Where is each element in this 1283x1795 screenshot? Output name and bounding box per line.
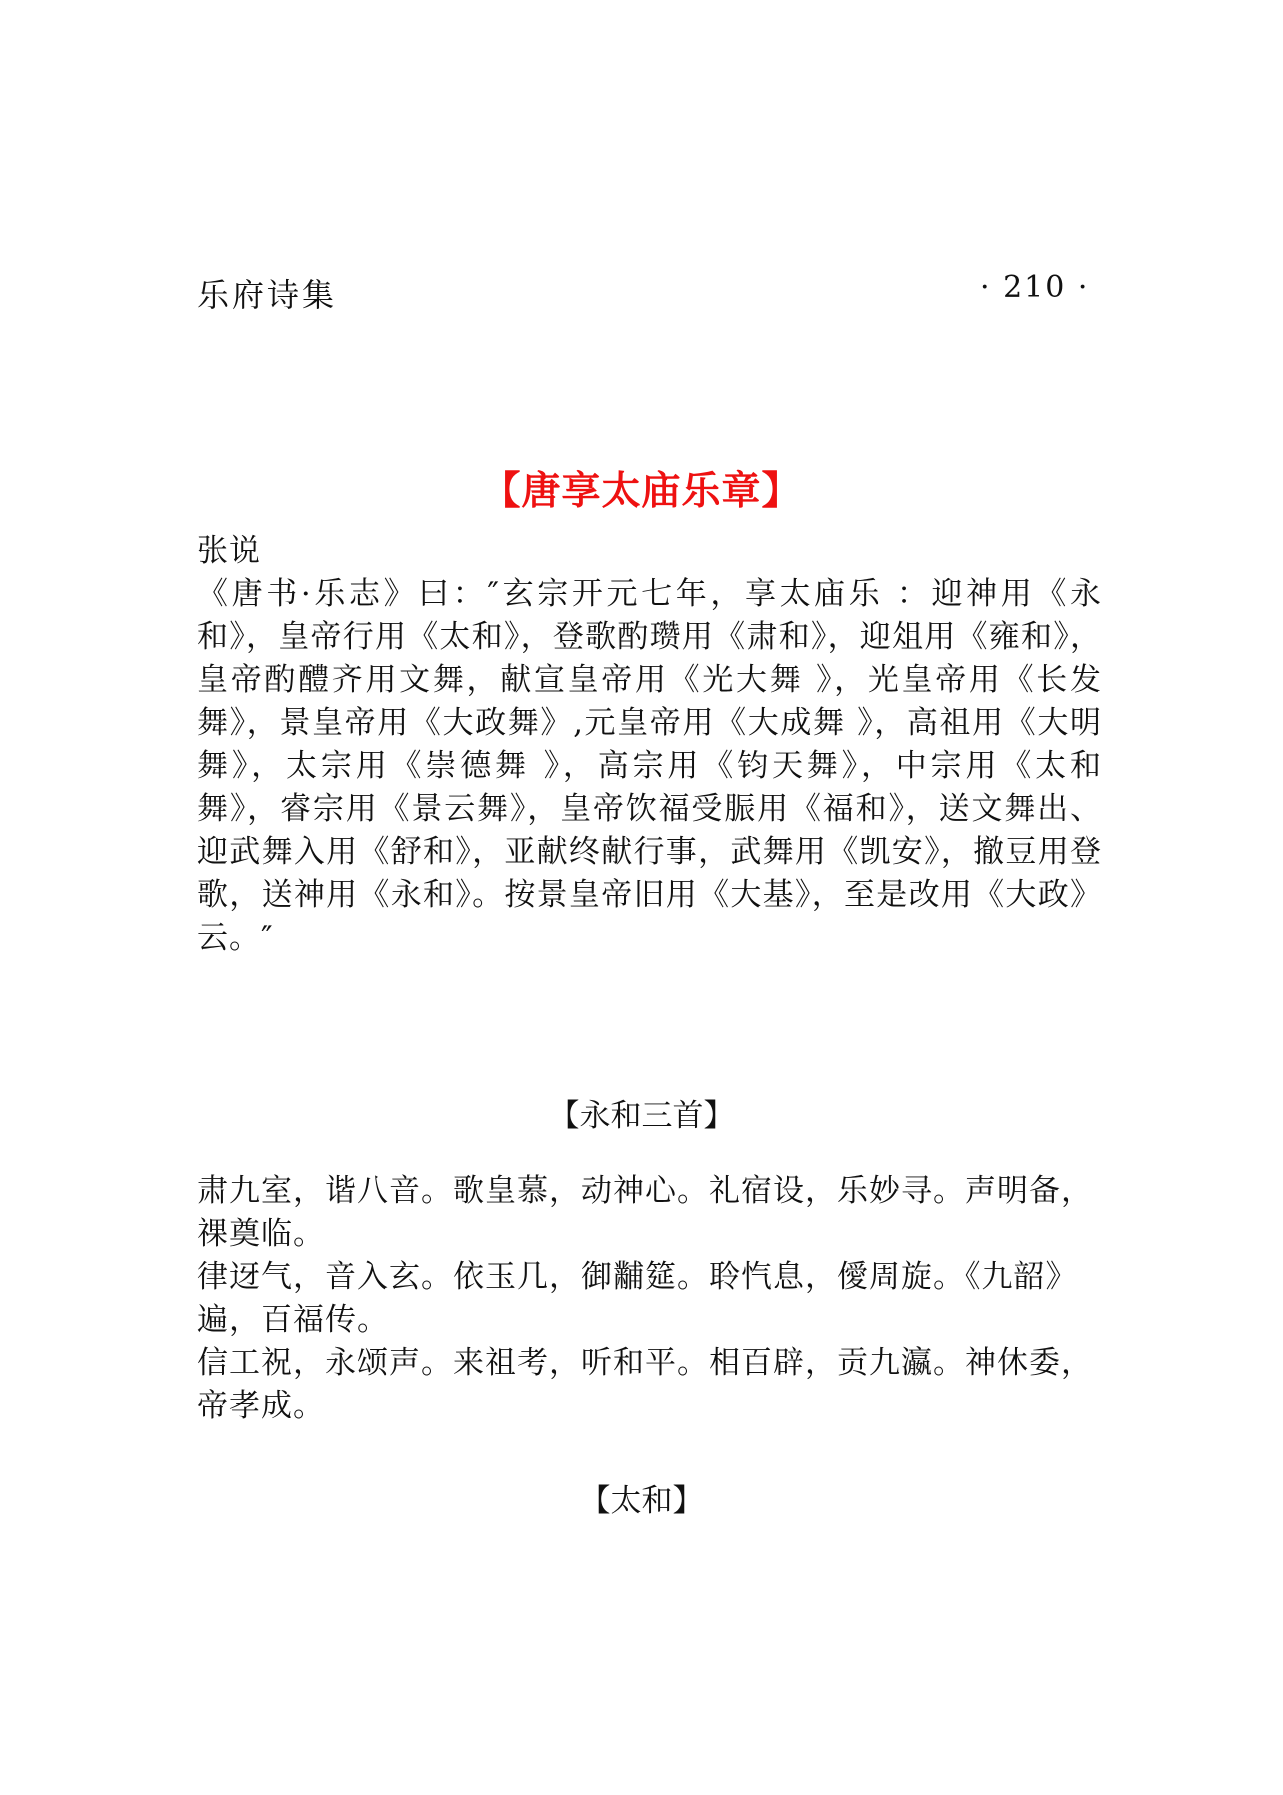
section-title-taihe: 【太和】 — [579, 1483, 704, 1519]
author-name: 张说 — [197, 533, 261, 569]
poem-stanza: 信工祝，永颂声。来祖考，听和平。相百辟，贡九瀛。神休委，帝孝成。 — [197, 1345, 1093, 1424]
page-number: · 210 · — [980, 270, 1090, 305]
intro-paragraph: 《唐书·乐志》曰：″玄宗开元七年，享太庙乐 ：迎神用《永和》，皇帝行用《太和》，登歌酌瓒用《肃和》，迎俎用《雍和》，皇帝酌醴齐用文舞，献宣皇帝用《光大舞 》，光皇帝用《长发舞》，景皇帝用《大政舞》,元皇帝用《大成舞 》，高祖用《大明舞》，太宗用《崇德舞 》，高宗用《钧天舞》，中宗用《太和舞》，睿宗用《景云舞》，皇帝饮福受脤用《福和》，送文舞出、迎武舞入用《舒和》，亚献终献行事，武舞用《凯安》，撤豆用登歌，送神用《永和》。按景皇帝旧用《大基》，至是改用《大政》云。″ — [197, 576, 1102, 956]
poem-stanza: 律迓气，音入玄。依玉几，御黼筵。聆忾息，僾周旋。《九韶》遍，百福传。 — [197, 1259, 1078, 1338]
section-title-yonghe: 【永和三首】 — [548, 1098, 735, 1134]
chapter-title: 【唐享太庙乐章】 — [481, 469, 802, 514]
poem-stanza: 肃九室，谐八音。歌皇慕，动神心。礼宿设，乐妙寻。声明备，祼奠临。 — [197, 1173, 1093, 1252]
book-title: 乐府诗集 — [197, 276, 338, 314]
poem-yonghe — [197, 1170, 1102, 1428]
